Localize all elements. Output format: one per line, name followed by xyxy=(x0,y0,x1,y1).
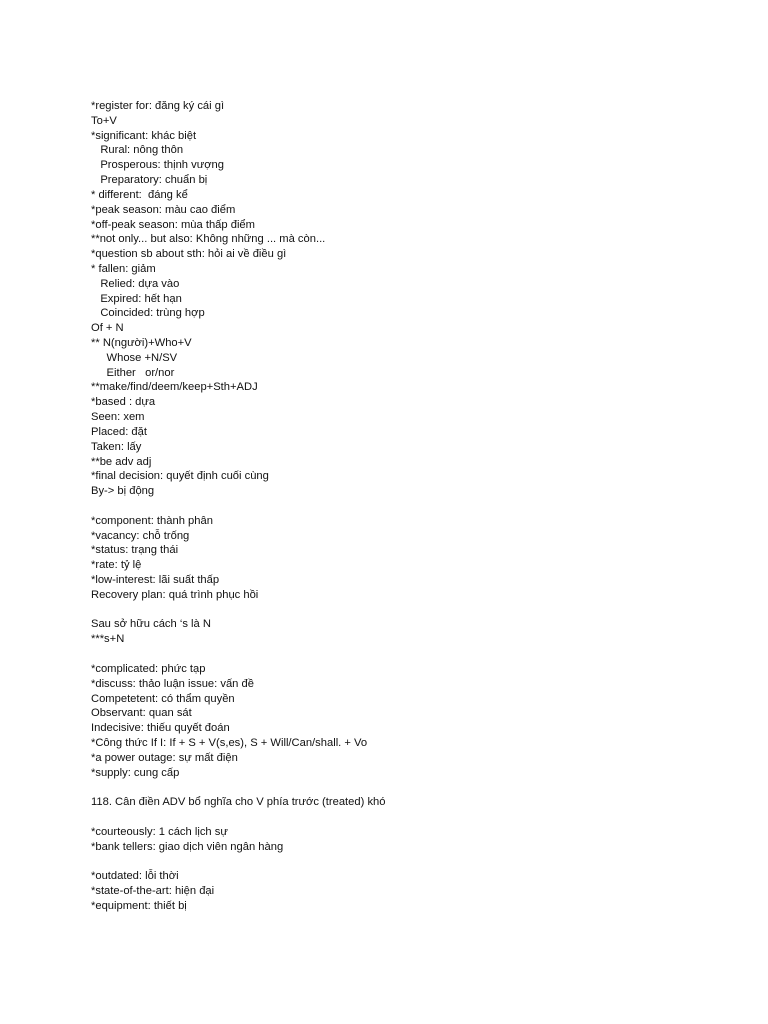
text-line: **not only... but also: Không những ... mà còn... xyxy=(91,233,326,246)
blank-line xyxy=(91,499,731,514)
text-line: Coincided: trùng hợp xyxy=(91,307,205,320)
text-line: Of + N xyxy=(91,322,124,335)
text-line: *discuss: thảo luận issue: vấn đề xyxy=(91,677,254,690)
text-line: ***s+N xyxy=(91,633,125,646)
text-line: Recovery plan: quá trình phục hồi xyxy=(91,588,259,601)
text-line: Rural: nông thôn xyxy=(91,144,184,157)
text-line: *status: trạng thái xyxy=(91,544,179,557)
text-line: Either or/nor xyxy=(91,366,175,379)
text-line: *equipment: thiết bị xyxy=(91,899,187,912)
text-line: *a power outage: sự mất điện xyxy=(91,751,238,764)
text-line: *component: thành phân xyxy=(91,514,213,527)
text-line: *question sb about sth: hỏi ai về điều gì xyxy=(91,248,287,261)
text-line: *low-interest: lãi suất thấp xyxy=(91,574,220,586)
text-line: Placed: đặt xyxy=(91,425,147,438)
text-line: *courteously: 1 cách lịch sự xyxy=(91,825,228,838)
text-line: *off-peak season: mùa thấp điểm xyxy=(91,218,255,231)
text-line: *state-of-the-art: hiện đại xyxy=(91,885,215,898)
text-line: Competetent: có thẩm quyền xyxy=(91,692,235,705)
text-line: *rate: tỷ lệ xyxy=(91,559,142,572)
blank-line xyxy=(91,647,731,662)
text-line: *significant: khác biệt xyxy=(91,129,197,142)
text-line: ** N(người)+Who+V xyxy=(91,337,192,349)
text-line: Seen: xem xyxy=(91,411,145,424)
text-line: * different: đáng kể xyxy=(91,188,188,201)
text-line: *outdated: lỗi thời xyxy=(91,870,179,883)
text-line: Prosperous: thịnh vượng xyxy=(91,159,224,172)
text-line: *bank tellers: giao dịch viên ngân hàng xyxy=(91,840,284,853)
text-line: *final decision: quyết định cuối cùng xyxy=(91,470,269,483)
text-line: *complicated: phức tạp xyxy=(91,662,206,675)
text-line: By-> bị động xyxy=(91,485,155,498)
text-line: Relied: dựa vào xyxy=(91,277,180,290)
text-line: Sau sở hữu cách ‘s là N xyxy=(91,618,211,631)
text-line: Whose +N/SV xyxy=(91,351,178,364)
text-line: **make/find/deem/keep+Sth+ADJ xyxy=(91,381,258,394)
text-line: 118. Cân điền ADV bổ nghĩa cho V phía trước (treated) khó xyxy=(91,796,386,809)
blank-line xyxy=(91,780,731,795)
text-line: Preparatory: chuẩn bị xyxy=(91,174,208,187)
text-line: *peak season: màu cao điểm xyxy=(91,203,236,216)
text-line: To+V xyxy=(91,114,117,127)
text-line: *Công thức If I: If + S + V(s,es), S + Will/Can/shall. + Vo xyxy=(91,736,368,749)
document-body xyxy=(91,99,731,914)
text-line: Indecisive: thiếu quyết đoán xyxy=(91,722,230,735)
text-line: *vacancy: chỗ trống xyxy=(91,529,190,542)
text-line: *supply: cung cấp xyxy=(91,766,180,779)
blank-line xyxy=(91,810,731,825)
text-line: Expired: hết hạn xyxy=(91,292,182,305)
text-line: *register for: đăng ký cái gì xyxy=(91,100,225,112)
text-line: * fallen: giảm xyxy=(91,262,156,275)
text-line: *based : dựa xyxy=(91,396,156,409)
text-line: Taken: lấy xyxy=(91,440,142,453)
text-line: Observant: quan sát xyxy=(91,707,192,720)
blank-line xyxy=(91,854,731,869)
blank-line xyxy=(91,603,731,618)
text-line: **be adv adj xyxy=(91,455,152,468)
